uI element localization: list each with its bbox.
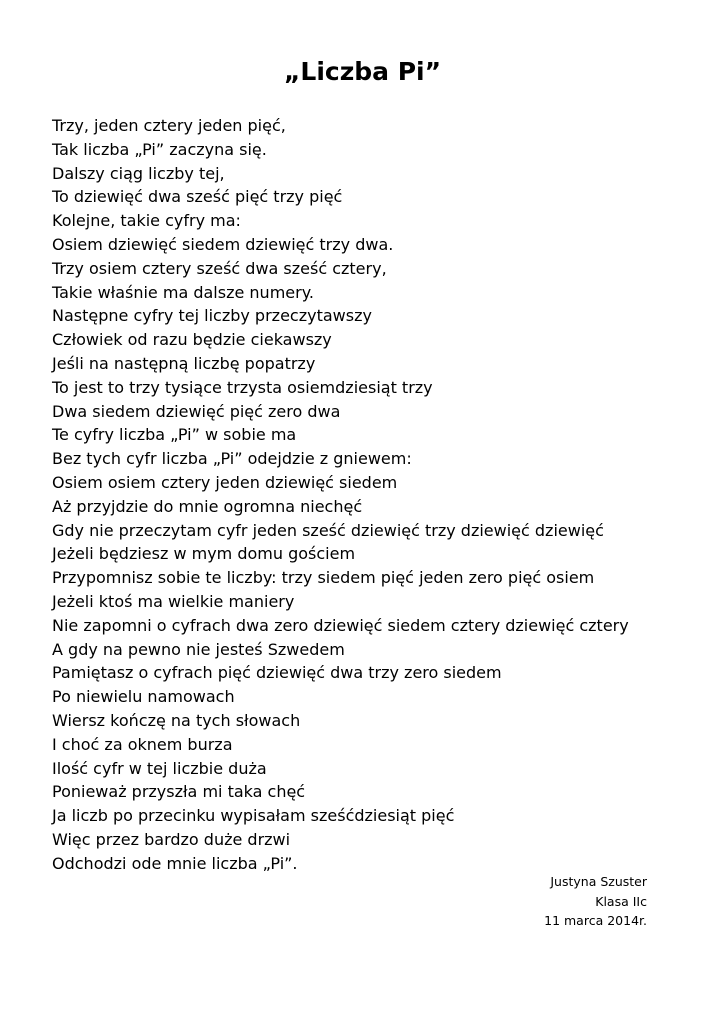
- poem-line: Dwa siedem dziewięć pięć zero dwa: [52, 401, 341, 421]
- poem-line: Osiem dziewięć siedem dziewięć trzy dwa.: [52, 234, 394, 254]
- author-name: Justyna Szuster: [550, 874, 647, 889]
- poem-line: Aż przyjdzie do mnie ogromna niechęć: [52, 496, 363, 516]
- poem-line: Więc przez bardzo duże drzwi: [52, 829, 291, 849]
- poem-line: Nie zapomni o cyfrach dwa zero dziewięć siedem cztery dziewięć cztery: [52, 615, 629, 635]
- poem-line: Kolejne, takie cyfry ma:: [52, 211, 241, 231]
- poem-line: Osiem osiem cztery jeden dziewięć siedem: [52, 472, 398, 492]
- poem-line: To jest to trzy tysiące trzysta osiemdziesiąt trzy: [52, 377, 433, 397]
- date-label: 11 marca 2014r.: [544, 913, 647, 928]
- poem-line: Ponieważ przyszła mi taka chęć: [52, 782, 306, 802]
- poem-line: Po niewielu namowach: [52, 687, 235, 707]
- class-label: Klasa IIc: [595, 893, 647, 909]
- poem-line: Trzy osiem cztery sześć dwa sześć cztery,: [52, 258, 387, 278]
- poem-line: Jeśli na następną liczbę popatrzy: [52, 353, 316, 373]
- poem-line: Takie właśnie ma dalsze numery.: [52, 282, 314, 302]
- poem-line: A gdy na pewno nie jesteś Szwedem: [52, 639, 345, 659]
- poem-title: „Liczba Pi”: [283, 57, 442, 86]
- poem-line: Człowiek od razu będzie ciekawszy: [52, 330, 332, 350]
- poem-line: I choć za oknem burza: [52, 734, 233, 754]
- poem-line: Odchodzi ode mnie liczba „Pi”.: [52, 853, 298, 873]
- poem-line: Jeżeli ktoś ma wielkie maniery: [52, 591, 295, 611]
- poem-line: Ilość cyfr w tej liczbie duża: [52, 758, 267, 778]
- poem-line: Ja liczb po przecinku wypisałam sześćdziesiąt pięć: [52, 806, 455, 826]
- poem-line: Dalszy ciąg liczby tej,: [52, 163, 225, 183]
- poem-line: Te cyfry liczba „Pi” w sobie ma: [52, 425, 297, 445]
- poem-line: Trzy, jeden cztery jeden pięć,: [52, 116, 286, 135]
- poem-line: Gdy nie przeczytam cyfr jeden sześć dziewięć trzy dziewięć dziewięć: [52, 520, 604, 540]
- poem-line: Bez tych cyfr liczba „Pi” odejdzie z gniewem:: [52, 449, 412, 469]
- poem-line: Przypomnisz sobie te liczby: trzy siedem pięć jeden zero pięć osiem: [52, 568, 595, 588]
- poem-line: Wiersz kończę na tych słowach: [52, 710, 301, 730]
- poem-line: Tak liczba „Pi” zaczyna się.: [52, 139, 267, 159]
- poem-body: [52, 114, 692, 876]
- signature-block: [544, 872, 647, 931]
- poem-line: Pamiętasz o cyfrach pięć dziewięć dwa trzy zero siedem: [52, 663, 502, 683]
- poem-line: Jeżeli będziesz w mym domu gościem: [52, 544, 356, 564]
- poem-line: To dziewięć dwa sześć pięć trzy pięć: [52, 187, 343, 207]
- poem-line: Następne cyfry tej liczby przeczytawszy: [52, 306, 372, 326]
